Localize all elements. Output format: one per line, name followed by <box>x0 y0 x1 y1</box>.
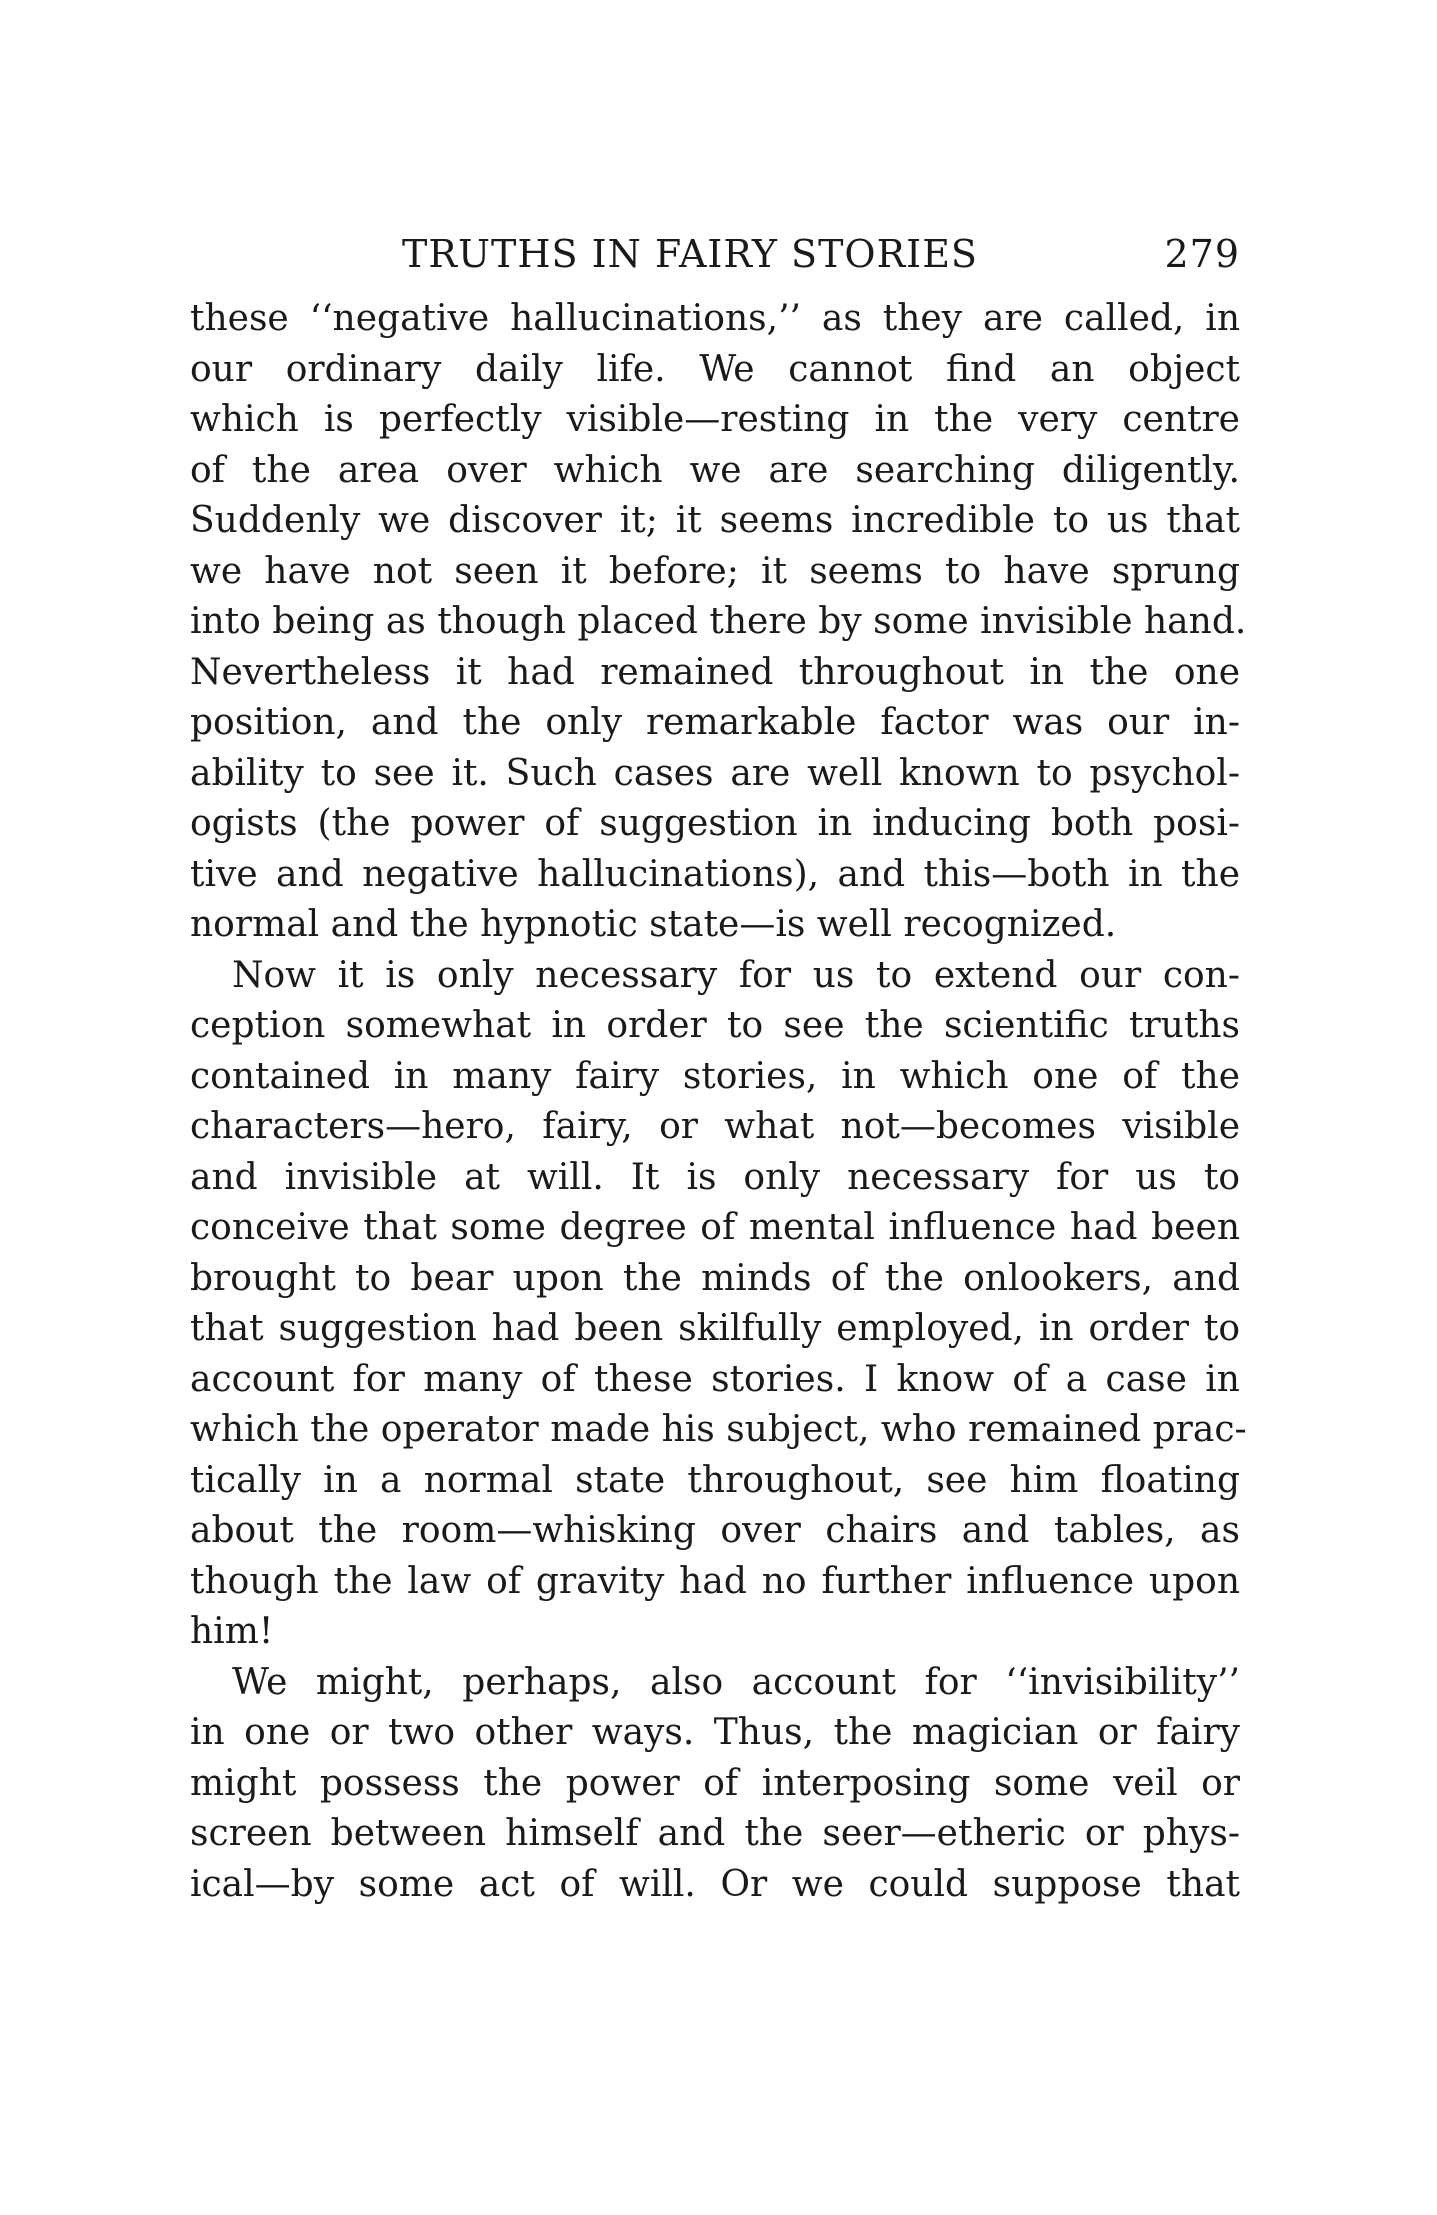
text-line: we have not seen it before; it seems to have sprung <box>190 550 1240 592</box>
text-line: normal and the hypnotic state—is well recognized. <box>190 904 1117 945</box>
text-line: Now it is only necessary for us to extend our con- <box>232 954 1240 996</box>
text-line: brought to bear upon the minds of the onlookers, and <box>190 1257 1240 1299</box>
text-line: which the operator made his subject, who remained prac- <box>190 1409 1247 1450</box>
paragraph-3 <box>190 1658 1240 1911</box>
running-head <box>190 226 1240 290</box>
text-line: ical—by some act of will. Or we could suppose that <box>190 1863 1240 1905</box>
text-line: contained in many fairy stories, in which one of the <box>190 1055 1240 1097</box>
text-line: him! <box>190 1611 274 1652</box>
text-line: ability to see it. Such cases are well known to psychol- <box>190 752 1240 794</box>
text-line: these ‘‘negative hallucinations,’’ as they are called, in <box>190 298 1240 339</box>
text-line: We might, perhaps, also account for ‘‘invisibility’’ <box>232 1661 1240 1703</box>
paragraph-1 <box>190 294 1247 951</box>
text-line: Nevertheless it had remained throughout in the one <box>190 651 1240 693</box>
page-number: 279 <box>1164 232 1240 276</box>
text-line: tive and negative hallucinations), and this—both in the <box>190 853 1240 895</box>
paragraph-2 <box>190 951 1247 1658</box>
text-line: ogists (the power of suggestion in inducing both posi- <box>190 803 1240 844</box>
text-line: our ordinary daily life. We cannot find an object <box>190 348 1240 390</box>
text-line: in one or two other ways. Thus, the magician or fairy <box>190 1712 1240 1753</box>
text-line: conceive that some degree of mental influence had been <box>190 1207 1240 1248</box>
text-line: account for many of these stories. I know of a case in <box>190 1358 1240 1400</box>
running-title: TRUTHS IN FAIRY STORIES <box>402 232 978 276</box>
text-line: and invisible at will. It is only necessary for us to <box>190 1156 1240 1198</box>
text-line: ception somewhat in order to see the scientific truths <box>190 1005 1240 1046</box>
text-line: into being as though placed there by some invisible hand. <box>190 601 1247 642</box>
text-line: characters—hero, fairy, or what not—becomes visible <box>190 1106 1240 1147</box>
text-line: might possess the power of interposing some veil or <box>190 1762 1240 1804</box>
text-line: about the room—whisking over chairs and tables, as <box>190 1510 1240 1551</box>
text-line: of the area over which we are searching diligently. <box>190 449 1240 491</box>
text-line: tically in a normal state throughout, see him floating <box>190 1459 1240 1501</box>
text-line: which is perfectly visible—resting in the very centre <box>190 399 1240 440</box>
text-line: screen between himself and the seer—etheric or phys- <box>190 1813 1240 1854</box>
text-line: though the law of gravity had no further influence upon <box>190 1560 1240 1602</box>
text-line: position, and the only remarkable factor was our in- <box>190 702 1240 743</box>
text-line: Suddenly we discover it; it seems incredible to us that <box>190 500 1240 541</box>
body-text <box>190 294 1247 1910</box>
book-page <box>190 226 1247 1910</box>
text-line: that suggestion had been skilfully employed, in order to <box>190 1308 1240 1349</box>
